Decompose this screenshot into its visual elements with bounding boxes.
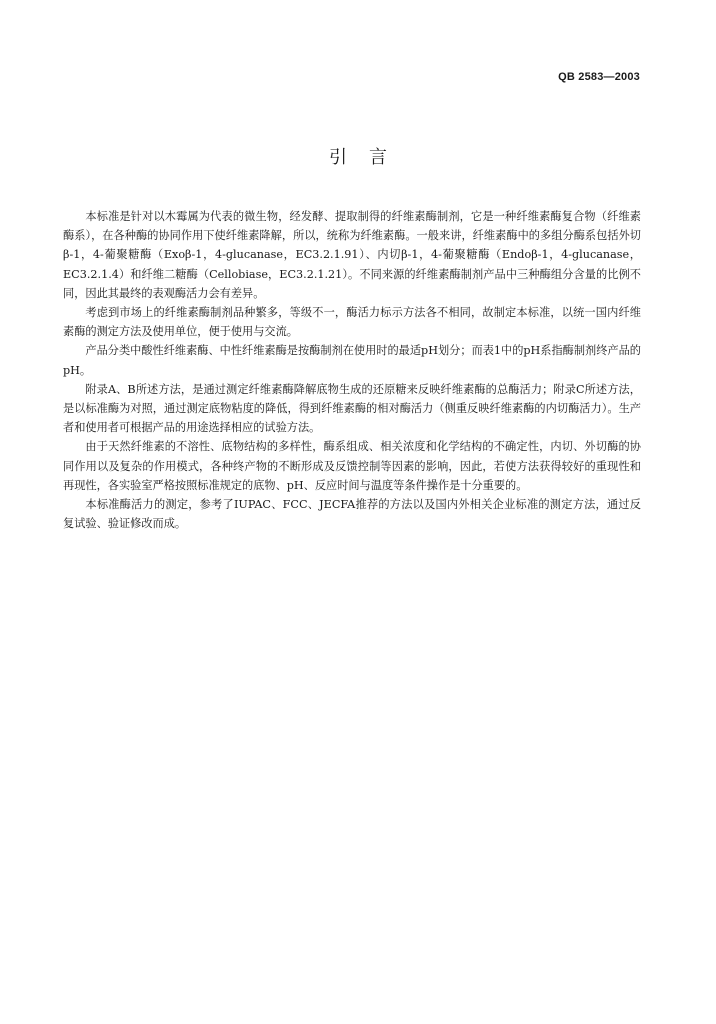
paragraph: 本标准酶活力的测定，参考了IUPAC、FCC、JECFA推荐的方法以及国内外相关企业标准的测定方法，通过反复试验、验证修改而成。 [63, 498, 641, 531]
paragraph: 由于天然纤维素的不溶性、底物结构的多样性，酶系组成、相关浓度和化学结构的不确定性，内切、外切酶的协同作用以及复杂的作用模式，各种终产物的不断形成及反馈控制等因素的影响，因此，若使方法获得较好的重现性和再现性，各实验室严格按照标准规定的底物、pH、反应时间与温度等条件操作是十分重要的。 [63, 440, 641, 492]
paragraph: 本标准是针对以木霉属为代表的微生物，经发酵、提取制得的纤维素酶制剂，它是一种纤维素酶复合物（纤维素酶系），在各种酶的协同作用下使纤维素降解，所以，统称为纤维素酶。一般来讲，纤维素酶中的多组分酶系包括外切β-1，4-葡聚糖酶（Exoβ-1，4-glucanase，EC3.2.1.91）、内切β-1，4-葡聚糖酶（Endoβ-1，4-glucanase，EC3.2.1.4）和纤维二糖酶（Cellobiase，EC3.2.1.21）。不同来源的纤维素酶制剂产品中三种酶组分含量的比例不同，因此其最终的表观酶活力会有差异。 [63, 210, 641, 300]
standard-code: QB 2583—2003 [558, 71, 640, 83]
page-title: 引言 [329, 147, 409, 168]
paragraph: 考虑到市场上的纤维素酶制剂品种繁多，等级不一，酶活力标示方法各不相同，故制定本标准，以统一国内纤维素酶的测定方法及使用单位，便于使用与交流。 [63, 306, 641, 339]
paragraph: 产品分类中酸性纤维素酶、中性纤维素酶是按酶制剂在使用时的最适pH划分；而表1中的pH系指酶制剂终产品的pH。 [63, 344, 641, 377]
paragraph: 附录A、B所述方法，是通过测定纤维素酶降解底物生成的还原糖来反映纤维素酶的总酶活力；附录C所述方法，是以标准酶为对照，通过测定底物粘度的降低，得到纤维素酶的相对酶活力（侧重反映纤维素酶的内切酶活力）。生产者和使用者可根据产品的用途选择相应的试验方法。 [63, 382, 641, 435]
introduction-body [63, 207, 641, 533]
